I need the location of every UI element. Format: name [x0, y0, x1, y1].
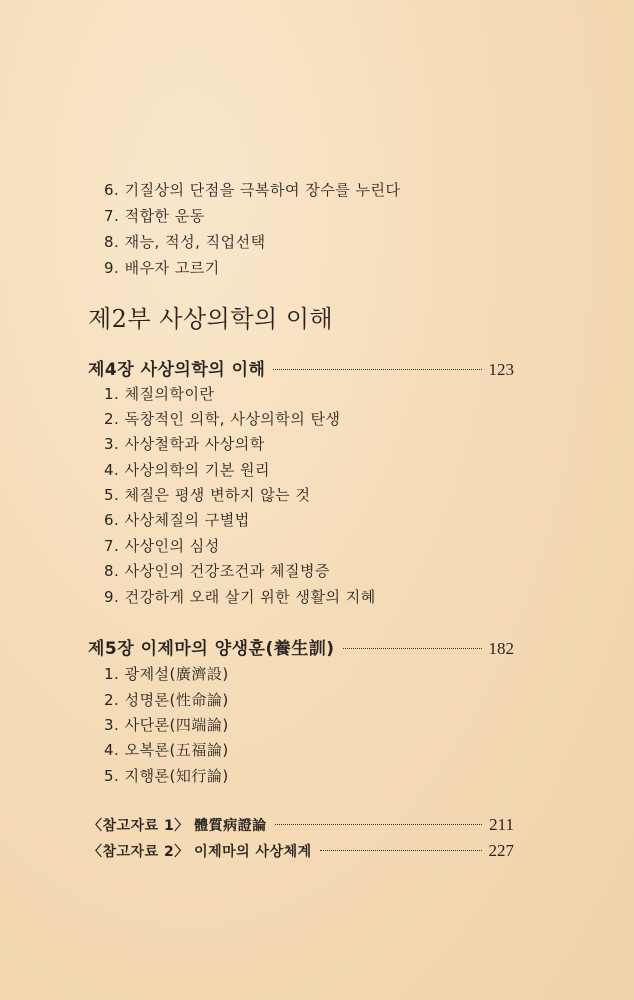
list-item: 5. 지행론(知行論) [104, 767, 229, 785]
dot-leader [275, 824, 482, 825]
dot-leader [273, 369, 482, 370]
page-number: 123 [488, 360, 514, 379]
list-item: 8. 재능, 적성, 직업선택 [104, 233, 266, 251]
list-item: 1. 광제설(廣濟設) [104, 665, 229, 683]
chapter-title: 제4장 사상의학의 이해 [88, 360, 266, 380]
page-number: 227 [488, 841, 514, 860]
reference-title: 〈참고자료 2〉 이제마의 사상체계 [88, 844, 312, 860]
list-item: 3. 사단론(四端論) [104, 716, 229, 734]
chapter-title: 제5장 이제마의 양생훈(養生訓) [88, 639, 335, 659]
list-item: 9. 건강하게 오래 살기 위한 생활의 지혜 [104, 588, 376, 606]
page-number: 211 [489, 815, 514, 834]
part-title: 제2부 사상의학의 이해 [88, 305, 334, 333]
dot-leader [320, 850, 482, 851]
list-item: 2. 독창적인 의학, 사상의학의 탄생 [104, 410, 341, 428]
chapter-5-heading [88, 634, 514, 659]
list-item: 7. 적합한 운동 [104, 207, 205, 225]
list-item: 6. 기질상의 단점을 극복하여 장수를 누린다 [104, 181, 401, 199]
list-item: 2. 성명론(性命論) [104, 691, 229, 709]
list-item: 4. 오복론(五福論) [104, 741, 229, 759]
reference-title: 〈참고자료 1〉 體質病證論 [88, 818, 267, 834]
reference-2 [88, 841, 514, 861]
list-item: 6. 사상체질의 구별법 [104, 511, 250, 529]
list-item: 9. 배우자 고르기 [104, 259, 220, 277]
list-item: 3. 사상철학과 사상의학 [104, 435, 265, 453]
dot-leader [343, 648, 482, 649]
reference-1 [88, 815, 514, 835]
list-item: 4. 사상의학의 기본 원리 [104, 461, 271, 479]
chapter-4-heading [88, 355, 514, 380]
page-number: 182 [488, 639, 514, 658]
list-item: 7. 사상인의 심성 [104, 537, 220, 555]
list-item: 1. 체질의학이란 [104, 385, 215, 403]
list-item: 5. 체질은 평생 변하지 않는 것 [104, 486, 311, 504]
list-item: 8. 사상인의 건강조건과 체질병증 [104, 562, 330, 580]
